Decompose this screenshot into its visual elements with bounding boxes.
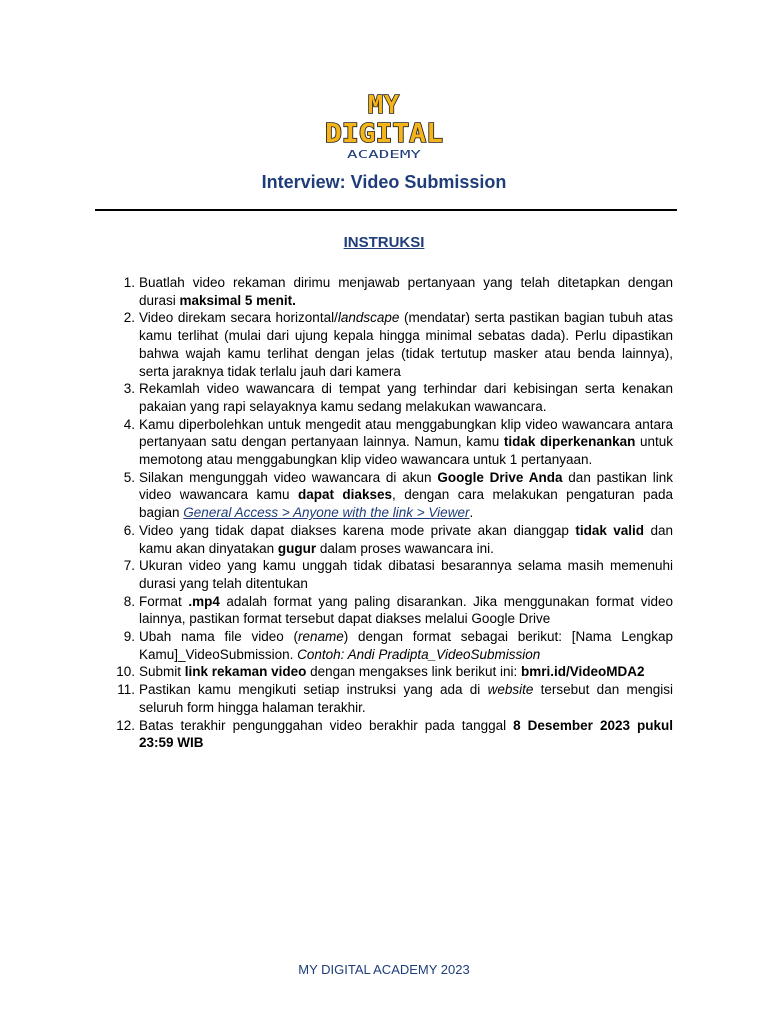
instruction-item [116, 717, 673, 752]
instruction-item [123, 380, 673, 415]
instruction-text: Kamu diperbolehkan untuk mengedit atau menggabungkan klip video wawancara antara pertanyaan satu dengan pertanyaan lainnya. Namun, kamu [139, 416, 673, 450]
bold-text: dapat diakses [297, 487, 392, 503]
bold-text: bmri.id/VideoMDA2 [520, 664, 645, 680]
logo-text-academy: ACADEMY [347, 148, 422, 161]
instruction-text: dan kamu akan dinyatakan [139, 522, 673, 556]
instruction-number: 1. [123, 275, 135, 290]
bold-text: Google Drive Anda [437, 469, 563, 485]
logo-text-my: MY [367, 90, 401, 119]
bold-text: .mp4 [188, 593, 220, 609]
instruction-text: Pastikan kamu mengikuti setiap instruksi yang ada di [139, 682, 488, 698]
instruction-number: 4. [123, 416, 135, 432]
instruction-item [123, 416, 673, 469]
instruction-text: (mendatar) serta pastikan bagian tubuh atas kamu terlihat (mulai dari ujung kepala hingga minimal sebatas dada). Perlu dipastikan bahwa wajah kamu terlihat dengan jelas (tidak tertutup masker atau benda lainnya), serta jaraknya tidak terlalu jauh dari kamera [139, 310, 673, 379]
instruction-text: Rekamlah video wawancara di tempat yang terhindar dari kebisingan serta kenakan pakaian yang rapi selayaknya kamu sedang melakukan wawancara. [139, 381, 673, 414]
instruction-text: dalam proses wawancara ini. [316, 540, 494, 556]
instruction-number: 10. [116, 664, 135, 680]
italic-text: landscape [337, 310, 400, 326]
page-footer: MY DIGITAL ACADEMY 2023 [298, 962, 470, 977]
instruction-text: Video yang tidak dapat diakses karena mode private akan dianggap [139, 522, 576, 538]
instruction-number: 8. [123, 593, 135, 609]
instruction-text: Ubah nama file video ( [139, 629, 298, 645]
instruction-text: Silakan mengunggah video wawancara di akun [139, 469, 438, 485]
instruction-number: 5. [123, 469, 135, 485]
instruction-text: Buatlah video rekaman dirimu menjawab pertanyaan yang telah ditetapkan dengan durasi [139, 275, 673, 308]
instruction-number: 9. [123, 629, 135, 645]
instruction-text: Submit [139, 664, 185, 680]
instruction-number: 2. [123, 310, 135, 326]
instruction-text: , dengan cara melakukan pengaturan pada bagian [139, 487, 673, 521]
instruction-text: Video direkam secara horizontal/ [139, 310, 338, 326]
instruction-text: . [469, 505, 474, 521]
instruction-number: 11. [117, 682, 135, 698]
bold-text: tidak valid [575, 522, 645, 538]
my-digital-academy-logo [322, 90, 446, 164]
instruction-item [123, 593, 673, 628]
italic-text: Contoh: Andi Pradipta_VideoSubmission [297, 646, 541, 662]
instruction-text: untuk memotong atau menggabungkan klip video wawancara untuk 1 pertanyaan. [139, 434, 673, 468]
page-title: Interview: Video Submission [261, 172, 507, 192]
instruction-text: tersebut dan mengisi seluruh form hingga halaman terakhir. [139, 682, 673, 715]
instruction-item [117, 681, 673, 716]
instruction-item [116, 663, 673, 681]
instruction-number: 7. [123, 558, 135, 574]
bold-text: link rekaman video [184, 664, 307, 680]
section-heading: INSTRUKSI [343, 234, 425, 251]
italic-text: rename [297, 629, 344, 645]
instruction-text: ) dengan format sebagai berikut: [Nama Lengkap Kamu]_VideoSubmission. [139, 629, 673, 662]
instruction-item [123, 274, 673, 309]
instruction-text: adalah format yang paling disarankan. Jika menggunakan format video lainnya, pastikan format tersebut dapat diakses melalui Google Drive [139, 593, 673, 627]
instruction-item [123, 522, 673, 557]
instruction-item [123, 309, 673, 380]
bold-text: tidak diperkenankan [503, 434, 636, 450]
instruction-number: 6. [123, 522, 135, 538]
instruction-item [123, 628, 673, 663]
instruction-number: 12. [116, 717, 135, 733]
instruction-text: dan pastikan link video wawancara kamu [139, 469, 673, 503]
bold-text: 8 Desember 2023 pukul 23:59 WIB [139, 717, 673, 751]
instruction-text: dengan mengakses link berikut ini: [306, 664, 521, 680]
header-divider [95, 209, 677, 211]
italic-text: website [487, 682, 534, 698]
bold-text: gugur [277, 540, 317, 556]
instruction-text: Batas terakhir pengunggahan video berakhir pada tanggal [139, 717, 514, 733]
instruction-number: 3. [123, 381, 135, 397]
instruction-text: Ukuran video yang kamu unggah tidak dibatasi besarannya selama masih memenuhi durasi yang telah ditentukan [139, 558, 673, 591]
general-access-link[interactable]: General Access > Anyone with the link > Viewer [183, 505, 470, 521]
instruction-list [116, 274, 673, 752]
logo-text-digital: DIGITAL [325, 119, 443, 149]
instruction-item [123, 469, 673, 522]
bold-text: maksimal 5 menit. [179, 292, 296, 308]
instruction-text: Format [139, 593, 189, 609]
instruction-item [123, 557, 673, 592]
